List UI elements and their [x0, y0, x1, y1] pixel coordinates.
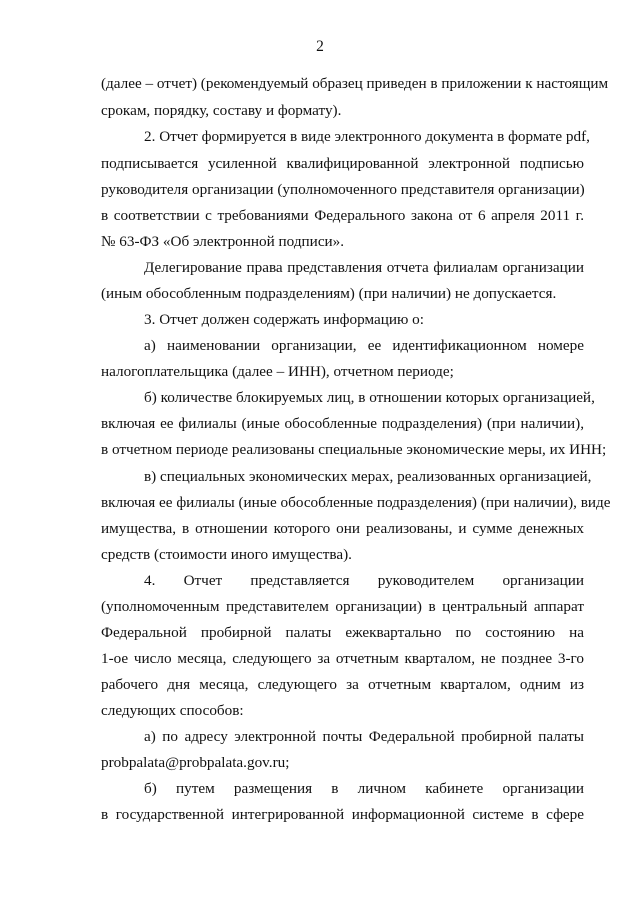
text-line: б) путем размещения в личном кабинете организации: [144, 780, 584, 797]
text-line: имущества, в отношении которого они реализованы, и сумме денежных: [101, 520, 584, 537]
text-line: подписывается усиленной квалифицированной электронной подписью: [101, 155, 584, 172]
text-line: 4. Отчет представляется руководителем организации: [144, 572, 584, 589]
text-line: налогоплательщика (далее – ИНН), отчетном периоде;: [101, 363, 454, 380]
text-line: probpalata@probpalata.gov.ru;: [101, 754, 290, 771]
page-number: 2: [316, 38, 324, 55]
text-line: 3. Отчет должен содержать информацию о:: [144, 311, 424, 328]
text-line: 2. Отчет формируется в виде электронного документа в формате pdf,: [144, 128, 590, 145]
text-line: следующих способов:: [101, 702, 244, 719]
text-line: (далее – отчет) (рекомендуемый образец приведен в приложении к настоящим: [101, 75, 609, 92]
text-line: в) специальных экономических мерах, реализованных организацией,: [144, 468, 592, 485]
text-line: а) по адресу электронной почты Федеральной пробирной палаты: [144, 728, 584, 745]
text-line: а) наименовании организации, ее идентификационном номере: [144, 337, 584, 354]
text-line: б) количестве блокируемых лиц, в отношении которых организацией,: [144, 389, 595, 406]
text-line: включая ее филиалы (иные обособленные подразделения) (при наличии), виде: [101, 494, 611, 511]
text-line: руководителя организации (уполномоченного представителя организации): [101, 181, 585, 198]
text-line: (уполномоченным представителем организации) в центральный аппарат: [101, 598, 584, 615]
text-line: средств (стоимости иного имущества).: [101, 546, 352, 563]
text-line: включая ее филиалы (иные обособленные подразделения) (при наличии),: [101, 415, 584, 432]
text-line: 1-ое число месяца, следующего за отчетным кварталом, не позднее 3-го: [101, 650, 584, 667]
text-line: срокам, порядку, составу и формату).: [101, 102, 342, 119]
text-line: в отчетном периоде реализованы специальные экономические меры, их ИНН;: [101, 441, 607, 458]
text-line: Делегирование права представления отчета филиалам организации: [144, 259, 584, 276]
text-line: в соответствии с требованиями Федерального закона от 6 апреля 2011 г.: [101, 207, 584, 224]
text-line: (иным обособленным подразделениям) (при наличии) не допускается.: [101, 285, 557, 302]
text-line: № 63-ФЗ «Об электронной подписи».: [101, 233, 345, 250]
text-line: Федеральной пробирной палаты ежеквартально по состоянию на: [101, 624, 584, 641]
text-line: в государственной интегрированной информационной системе в сфере: [101, 806, 584, 823]
text-line: рабочего дня месяца, следующего за отчетным кварталом, одним из: [101, 676, 584, 693]
